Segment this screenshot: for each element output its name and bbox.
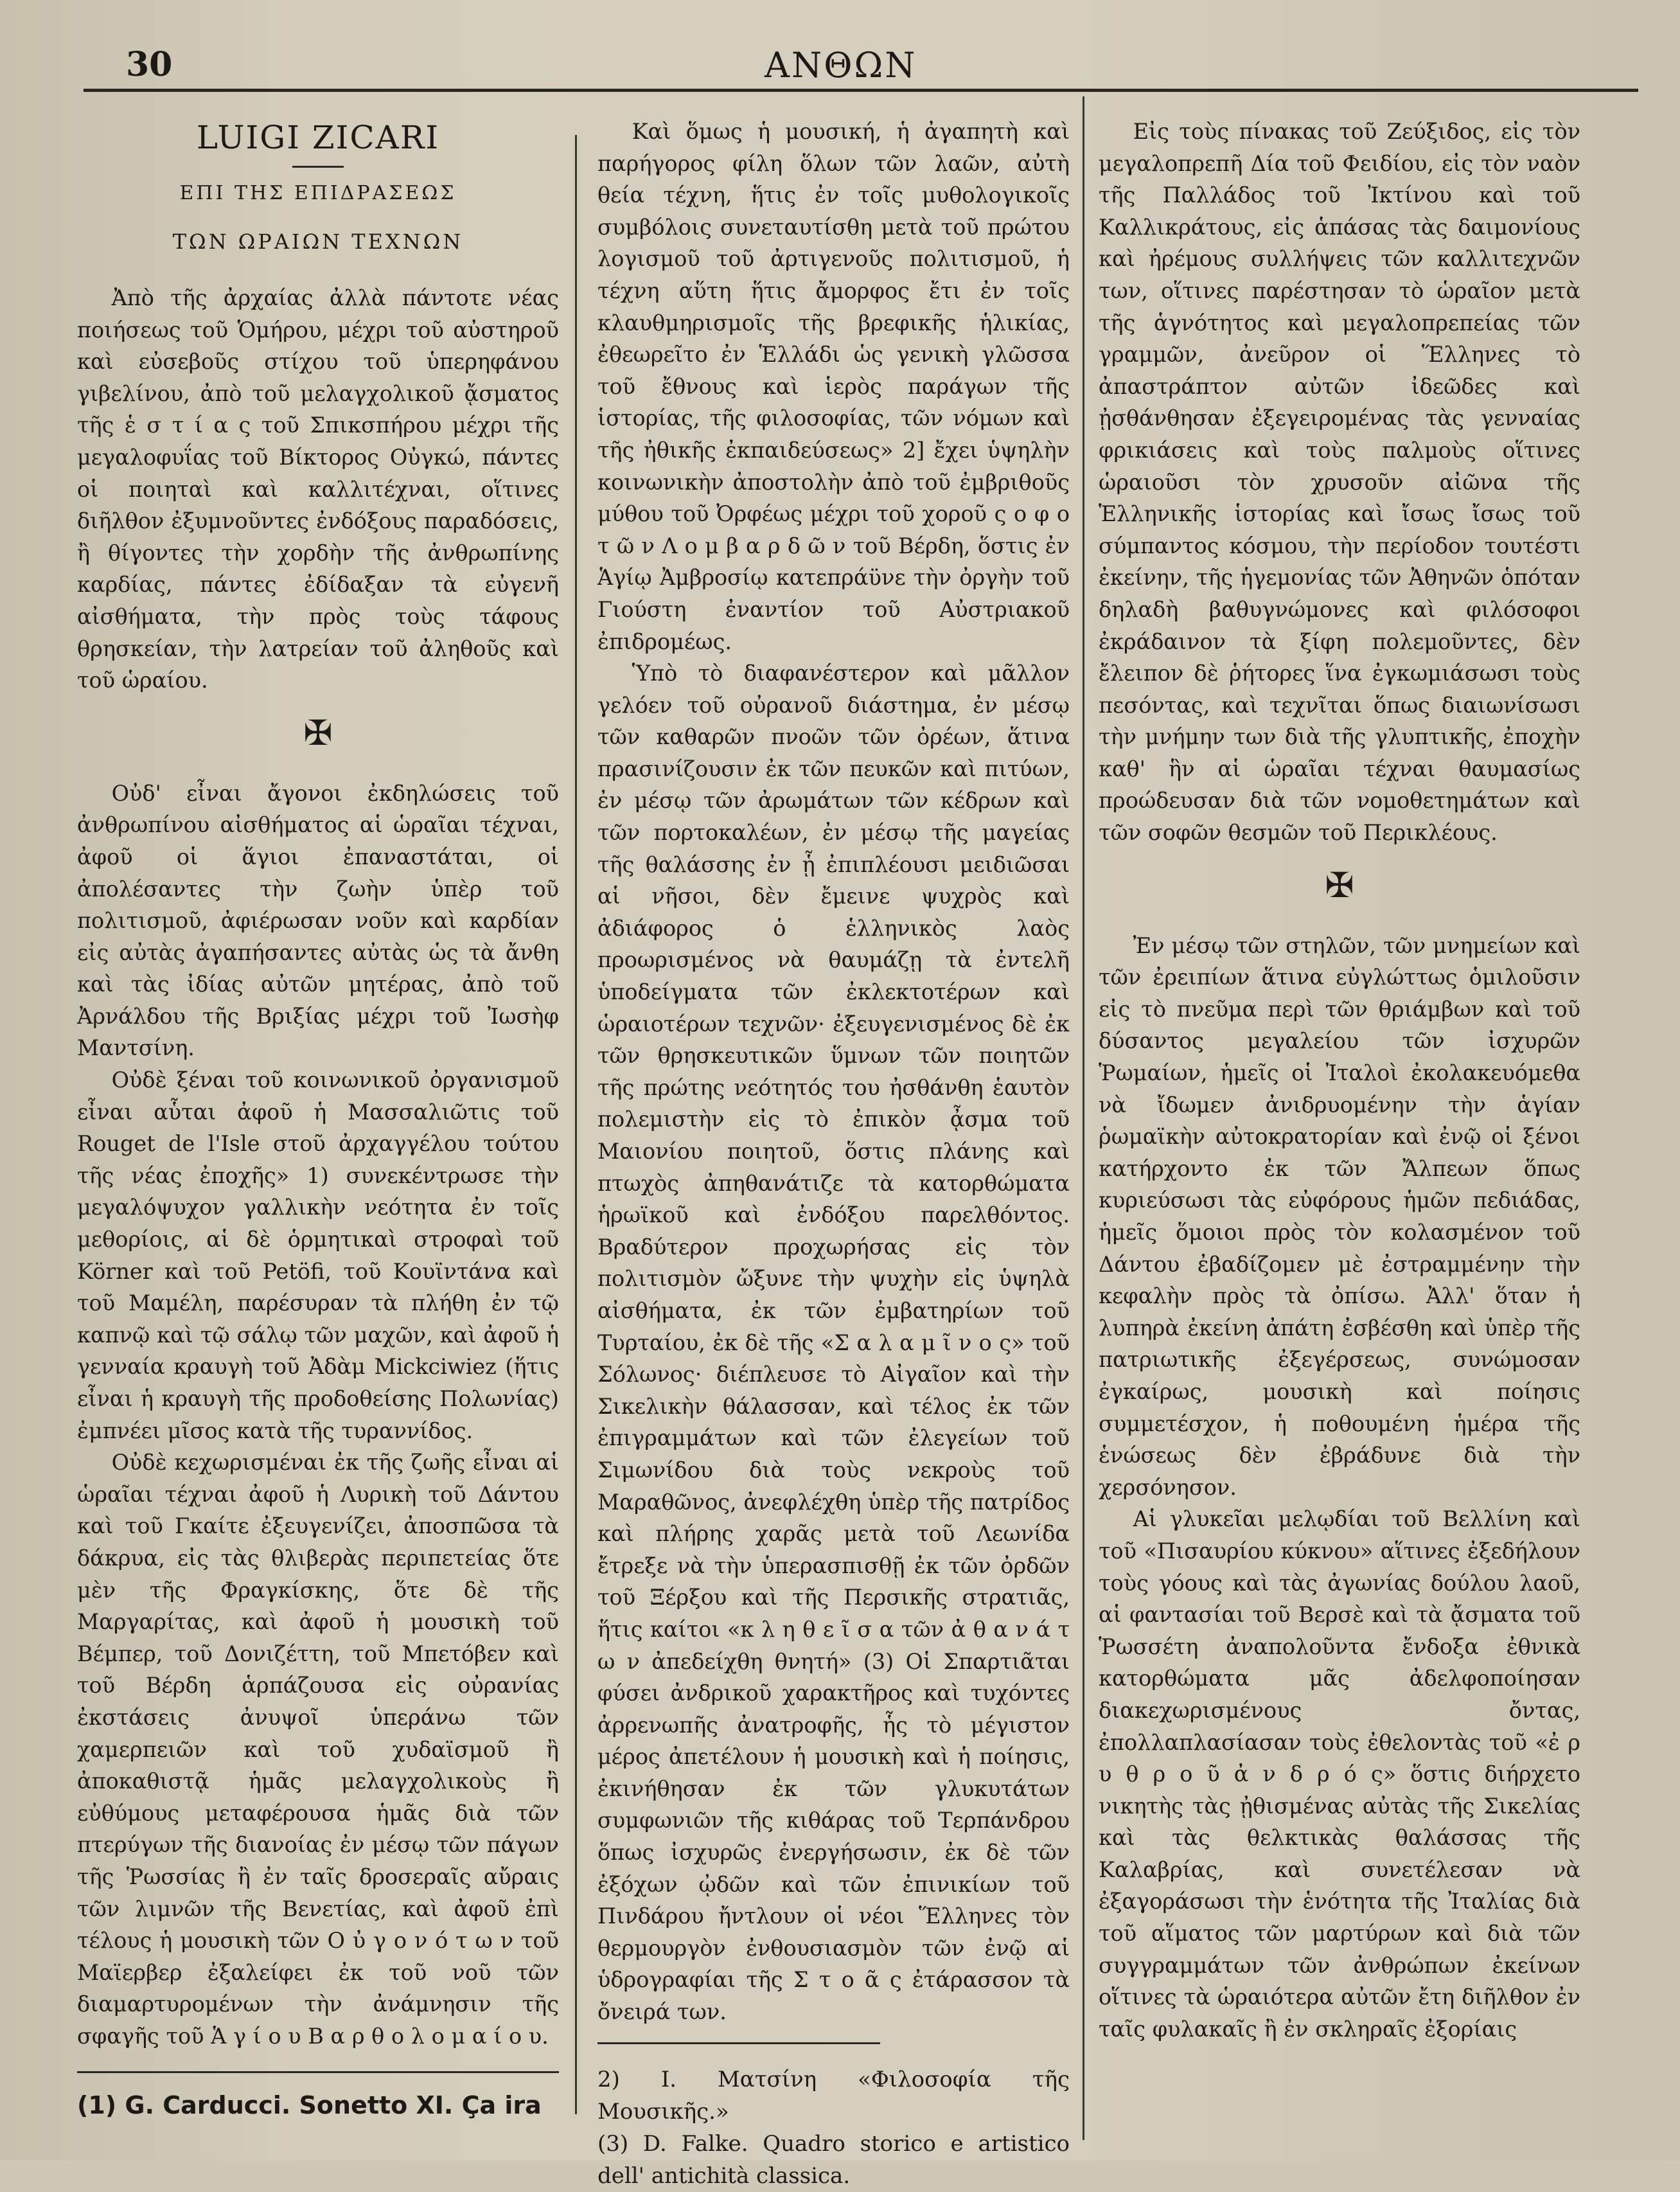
footnote-rule <box>597 2042 880 2044</box>
column-3 <box>1099 116 1580 2045</box>
paragraph: Οὐδ' εἶναι ἄγονοι ἐκδηλώσεις τοῦ ἀνθρωπίνου αἰσθήματος αἱ ὡραῖαι τέχναι, ἀφοῦ οἱ ἅγιοι ἐπαναστάται, οἱ ἀπολέσαντες τὴν ζωὴν ὑπὲρ τοῦ πολιτισμοῦ, ἀφιέρωσαν νοῦν καὶ καρδίαν εἰς αὐτὰς ἀγαπήσαντες αὐτὰς ὡς τὰ ἄνθη καὶ τὰς ἰδίας αὐτῶν μητέρας, ἀπὸ τοῦ Ἀρνάλδου τῆς Βριξίας μέχρι τοῦ Ἰωσὴφ Μαντσίνη. <box>77 780 559 1061</box>
article-author: LUIGI ZICARI <box>196 119 440 156</box>
paragraph: Οὐδὲ ξέναι τοῦ κοινωνικοῦ ὀργανισμοῦ εἶναι αὗται ἀφοῦ ἡ Μασσαλιῶτις τοῦ Rouget de l'Isle στοῦ ἀρχαγγέλου τούτου τῆς νέας ἐποχῆς» 1) συνεκέντρωσε τὴν μεγαλόψυχον γαλλικὴν νεότητα ἐν τοῖς μεθορίοις, αἱ δὲ ὁρμητικαὶ στροφαὶ τοῦ Körner καὶ τοῦ Petöfi, τοῦ Κουϊντάνα καὶ τοῦ Μαμέλη, παρέσυραν τὰ πλήθη ἐν τῷ καπνῷ καὶ τῷ σάλῳ τῶν μαχῶν, καὶ ἀφοῦ ἡ γενναία κραυγὴ τοῦ Ἀδὰμ Mickciwiez (ἥτις εἶναι ἡ κραυγὴ τῆς προδοθείσης Πολωνίας) ἐμπνέει μῖσος κατὰ τῆς τυραννίδος. <box>77 1067 559 1443</box>
paragraph: Ἐν μέσῳ τῶν στηλῶν, τῶν μνημείων καὶ τῶν ἐρειπίων ἅτινα εὐγλώττως ὁμιλοῦσιν εἰς τὸ πνεῦμα περὶ τῶν θριάμβων καὶ τοῦ δύσαντος μεγαλείου τῶν ἰσχυρῶν Ῥωμαίων, ἡμεῖς οἱ Ἰταλοὶ ἐκολακευόμεθα νὰ ἴδωμεν ἀνιδρυομένην τὴν ἁγίαν ῥωμαϊκὴν αὐτοκρατορίαν καὶ ἐνῷ οἱ ξένοι κατήρχοντο ἐκ τῶν Ἄλπεων ὅπως κυριεύσωσι τὰς εὐφόρους ἡμῶν πεδιάδας, ἡμεῖς ὅμοιοι πρὸς τὸν κολασμένον τοῦ Δάντου ἐβαδίζομεν μὲ ἐστραμμένην τὴν κεφαλὴν πρὸς τὰ ὀπίσω. Ἀλλ' ὅταν ἡ λυπηρὰ ἐκείνη ἀπάτη ἐσβέσθη καὶ ὑπὲρ τῆς πατριωτικῆς ἐξεγέρσεως, συνώμοσαν ἐγκαίρως, μουσικὴ καὶ ποίησις συμμετέσχον, ἡ ποθουμένη ἡμέρα τῆς ἑνώσεως δὲν ἐβράδυνε διὰ τὴν χερσόνησον. <box>1099 932 1580 1500</box>
column-2 <box>597 116 1070 2192</box>
article-subtitle-1: ΕΠΙ ΤΗΣ ΕΠΙΔΡΑΣΕΩΣ <box>179 182 457 204</box>
column-divider-1 <box>575 135 577 2114</box>
footnote-1: (1) G. Carducci. Sonetto XI. Ça ira <box>77 2091 542 2120</box>
footnote-rule <box>77 2071 559 2073</box>
paragraph: Οὐδὲ κεχωρισμέναι ἐκ τῆς ζωῆς εἶναι αἱ ὡραῖαι τέχναι ἀφοῦ ἡ Λυρικὴ τοῦ Δάντου καὶ τοῦ Γκαίτε ἐξευγενίζει, ἀποσπῶσα τὰ δάκρυα, εἰς τὰς θλιβερὰς περιπετείας ὅτε μὲν τῆς Φραγκίσκης, ὅτε δὲ τῆς Μαργαρίτας, καὶ ἀφοῦ ἡ μουσικὴ τοῦ Βέμπερ, τοῦ Δονιζέττη, τοῦ Μπετόβεν καὶ τοῦ Βέρδη ἁρπάζουσα εἰς οὐρανίας ἐκστάσεις ἀνυψοῖ ὑπεράνω τῶν χαμερπειῶν καὶ τοῦ χυδαϊσμοῦ ἢ ἀποκαθιστᾷ ἡμᾶς μελαγχολικοὺς ἢ εὐθύμους μεταφέρουσα ἡμᾶς διὰ τῶν πτερύγων τῆς διανοίας ἐν μέσῳ τῶν πάγων τῆς Ῥωσσίας ἢ ἐν ταῖς δροσεραῖς αὔραις τῶν λιμνῶν τῆς Βενετίας, καὶ ἀφοῦ ἐπὶ τέλους ἡ μουσικὴ τῶν Ο ὐ γ ο ν ό τ ω ν τοῦ Μαϊερβερ ἐξαλείφει ἐκ τοῦ νοῦ τῶν διαμαρτυρομένων τὴν ἀνάμνησιν τῆς σφαγῆς τοῦ Ἁ γ ί ο υ Β α ρ θ ο λ ο μ α ί ο υ. <box>77 1450 559 2049</box>
running-title: ΑΝΘΩΝ <box>765 45 917 85</box>
paragraph: Ἀπὸ τῆς ἀρχαίας ἀλλὰ πάντοτε νέας ποιήσεως τοῦ Ὁμήρου, μέχρι τοῦ αὐστηροῦ καὶ εὐσεβοῦς στίχου τοῦ ὑπερηφάνου γιβελίνου, ἀπὸ τοῦ μελαγχολικοῦ ᾄσματος τῆς ἑ σ τ ί α ς τοῦ Σπικσπήρου μέχρι τῆς μεγαλοφυΐας τοῦ Βίκτορος Οὐγκώ, πάντες οἱ ποιηταὶ καὶ καλλιτέχναι, οἵτινες διῆλθον ἐξυμνοῦντες ἐνδόξους παραδόσεις, ἢ θίγοντες τὴν χορδὴν τῆς ἀνθρωπίνης καρδίας, πάντες ἐδίδαξαν τὰ εὐγενῆ αἰσθήματα, τὴν πρὸς τοὺς τάφους θρησκείαν, τὴν λατρείαν τοῦ ἀληθοῦς καὶ τοῦ ὡραίου. <box>77 285 559 693</box>
footnote-2: 2) I. Ματσίνη «Φιλοσοφία τῆς Μουσικῆς.» <box>597 2066 1070 2125</box>
title-rule <box>292 166 344 168</box>
maltese-cross-separator <box>1099 863 1580 908</box>
paragraph: Ὑπὸ τὸ διαφανέστερον καὶ μᾶλλον γελόεν τοῦ οὐρανοῦ διάστημα, ἐν μέσῳ τῶν καθαρῶν πνοῶν τῶν ὀρέων, ἅτινα πρασινίζουσιν ἐκ τῶν πευκῶν καὶ πιτύων, ἐν μέσῳ τῶν ἀρωμάτων τῶν κέδρων καὶ τῶν πορτοκαλέων, ἐν μέσῳ τῆς μαγείας τῆς θαλάσσης ἐν ᾗ ἐπιπλέουσι μειδιῶσαι αἱ νῆσοι, δὲν ἔμεινε ψυχρὸς καὶ ἀδιάφορος ὁ ἑλληνικὸς λαὸς προωρισμένος νὰ θαυμάζῃ τὰ ἐντελῆ ὑποδείγματα τῶν ἐκλεκτοτέρων καὶ ὡραιοτέρων τεχνῶν· ἐξευγενισμένος δὲ ἐκ τῶν θρησκευτικῶν ὕμνων τῶν ποιητῶν τῆς πρώτης νεότητός του ἠσθάνθη ἑαυτὸν πολεμιστὴν εἰς τὸ ἐπικὸν ᾆσμα τοῦ Μαιονίου ποιητοῦ, ὅστις πλάνης καὶ πτωχὸς ἀπηθανάτιζε τὰ κατορθώματα ἡρωϊκοῦ καὶ ἐνδόξου παρελθόντος. Βραδύτερον προχωρήσας εἰς τὸν πολιτισμὸν ὤξυνε τὴν ψυχὴν εἰς ὑψηλὰ αἰσθήματα, ἐκ τῶν ἐμβατηρίων τοῦ Τυρταίου, ἐκ δὲ τῆς «Σ α λ α μ ῖ ν ο ς» τοῦ Σόλωνος· διέπλευσε τὸ Αἰγαῖον καὶ τὴν Σικελικὴν θάλασσαν, καὶ τέλος ἐκ τῶν ἐπιγραμμάτων καὶ τῶν ἐλεγείων τοῦ Σιμωνίδου διὰ τοὺς νεκροὺς τοῦ Μαραθῶνος, ἀνεφλέχθη ὑπὲρ τῆς πατρίδος καὶ πλήρης χαρᾶς μετὰ τοῦ Λεωνίδα ἔτρεξε νὰ τὴν ὑπερασπισθῇ ἐκ τῶν ὀρδῶν τοῦ Ξέρξου καὶ τῆς Περσικῆς στρατιᾶς, ἥτις καίτοι «κ λ η θ ε ῖ σ α τῶν ἀ θ α ν ά τ ω ν ἀπεδείχθη θνητή» (3) Οἱ Σπαρτιᾶται φύσει ἀνδρικοῦ χαρακτῆρος καὶ τυχόντες ἀρρενωπῆς ἀνατροφῆς, ἧς τὸ μέγιστον μέρος ἀπετέλουν ἡ μουσικὴ καὶ ἡ ποίησις, ἐκινήθησαν ἐκ τῶν γλυκυτάτων συμφωνιῶν τῆς κιθάρας τοῦ Τερπάνδρου ὅπως ἰσχυρῶς ἐνεργήσωσιν, ἐκ δὲ τῶν ἐξόχων ᾠδῶν καὶ τῶν ἐπινικίων τοῦ Πινδάρου ἤντλουν οἱ νέοι Ἕλληνες τὸν θερμουργὸν ἐνθουσιασμὸν τῶν ἐνῷ αἱ ὑδρογραφίαι τῆς Σ τ ο ᾶ ς ἐτάρασσον τὰ ὄνειρά των. <box>597 661 1070 2025</box>
paragraph: Εἰς τοὺς πίνακας τοῦ Ζεύξιδος, εἰς τὸν μεγαλοπρεπῆ Δία τοῦ Φειδίου, εἰς τὸν ναὸν τῆς Παλλάδος τοῦ Ἰκτίνου καὶ τοῦ Καλλικράτους, εἰς ἁπάσας τὰς δαιμονίους καὶ ἠρέμους συλλήψεις τῶν καλλιτεχνῶν των, οἵτινες παρέστησαν τὸ ὡραῖον μετὰ τῆς ἁγνότητος καὶ μεγαλοπρεπείας τῶν γραμμῶν, ἀνεῦρον οἱ Ἕλληνες τὸ ἀπαστράπτον αὐτῶν ἰδεῶδες καὶ ᾐσθάνθησαν ἐξεγειρομένας τὰς γενναίας φρικιάσεις καὶ τοὺς παλμοὺς οἵτινες ὡραιοῦσι τὸν χρυσοῦν αἰῶνα τῆς Ἑλληνικῆς ἱστορίας καὶ ἴσως ἴσως τοῦ σύμπαντος κόσμου, τὴν περίοδον τουτέστι ἐκείνην, τῆς ἡγεμονίας τῶν Ἀθηνῶν ὁπόταν δηλαδὴ βαθυγνώμονες καὶ φιλόσοφοι ἐκράδαινον τὰ ξίφη πολεμοῦντες, δὲν ἔλειπον δὲ ῥήτορες ἵνα ἐγκωμιάσωσι τοὺς πεσόντας, καὶ τεχνῖται ὅπως διαιωνίσωσι τὴν μνήμην των διὰ τῆς γλυπτικῆς, ἐποχὴν καθ' ἣν αἱ ὡραῖαι τέχναι θαυμασίως προώδευσαν διὰ τῶν νομοθετημάτων καὶ τῶν σοφῶν θεσμῶν τοῦ Περικλέους. <box>1099 119 1580 846</box>
column-1 <box>77 116 559 2122</box>
paragraph: Αἱ γλυκεῖαι μελῳδίαι τοῦ Βελλίνη καὶ τοῦ «Πισαυρίου κύκνου» αἵτινες ἐξεδήλουν τοὺς γόους καὶ τὰς ἀγωνίας δούλου λαοῦ, αἱ φαντασίαι τοῦ Βερσὲ καὶ τὰ ᾄσματα τοῦ Ῥωσσέτη ἀναπολοῦντα ἔνδοξα ἐθνικὰ κατορθώματα μᾶς ἀδελφοποίησαν διακεχωρισμένους ὄντας, ἐπολλαπλασίασαν τοὺς ἐθελοντὰς τοῦ «ἐ ρ υ θ ρ ο ῦ ἀ ν δ ρ ό ς» ὅστις διήρχετο νικητὴς τὰς ᾐθισμένας αὐτὰς τῆς Σικελίας καὶ τὰς θελκτικὰς θαλάσσας τῆς Καλαβρίας, καὶ συνετέλεσαν νὰ ἐξαγοράσωσι τὴν ἑνότητα τῆς Ἰταλίας διὰ τοῦ αἵματος τῶν μαρτύρων καὶ διὰ τῶν συγγραμμάτων τῶν ἀνθρώπων ἐκείνων οἵτινες τὰ ὡραιότερα αὐτῶν ἔτη διῆλθον ἐν ταῖς φυλακαῖς ἢ ἐν σκληραῖς ἐξορίαις <box>1099 1506 1580 2042</box>
maltese-cross-separator <box>77 711 559 756</box>
maltese-cross-icon: ✠ <box>303 712 333 753</box>
column-divider-2 <box>1083 96 1084 2140</box>
header-rule <box>84 89 1638 92</box>
article-subtitle-2: ΤΩΝ ΩΡΑΙΩΝ ΤΕΧΝΩΝ <box>172 229 464 254</box>
maltese-cross-icon: ✠ <box>1325 864 1354 905</box>
footnote-3: (3) D. Falke. Quadro storico e artistico dell' antichità classica. <box>597 2130 1070 2189</box>
page-header <box>84 42 1638 94</box>
page-number: 30 <box>126 45 173 84</box>
paragraph: Καὶ ὅμως ἡ μουσική, ἡ ἀγαπητὴ καὶ παρήγορος φίλη ὅλων τῶν λαῶν, αὐτὴ θεία τέχνη, ἥτις ἐν τοῖς μυθολογικοῖς συμβόλοις συνεταυτίσθη μετὰ τοῦ πρώτου λογισμοῦ τοῦ ἀρτιγενοῦς πολιτισμοῦ, ἡ τέχνη αὕτη ἥτις ἄμορφος ἔτι ἐν τοῖς κλαυθμηρισμοῖς τῆς βρεφικῆς ἡλικίας, ἐθεωρεῖτο ἐν Ἑλλάδι ὡς γενικὴ γλῶσσα τοῦ ἔθνους καὶ ἱερὸς παράγων τῆς ἱστορίας, τῆς φιλοσοφίας, τῶν νόμων καὶ τῆς ἠθικῆς ἐκπαιδεύσεως» 2] ἔχει ὑψηλὴν κοινωνικὴν ἀποστολὴν ἀπὸ τοῦ ἐμβριθοῦς μύθου τοῦ Ὀρφέως μέχρι τοῦ χοροῦ ς ο φ ο τ ῶ ν Λ ο μ β α ρ δ ῶ ν τοῦ Βέρδη, ὅστις ἐν Ἁγίῳ Ἀμβροσίῳ κατεπράϋνε τὴν ὀργὴν τοῦ Γιούστη ἐναντίον τοῦ Αὐστριακοῦ ἐπιδρομέως. <box>597 119 1070 654</box>
